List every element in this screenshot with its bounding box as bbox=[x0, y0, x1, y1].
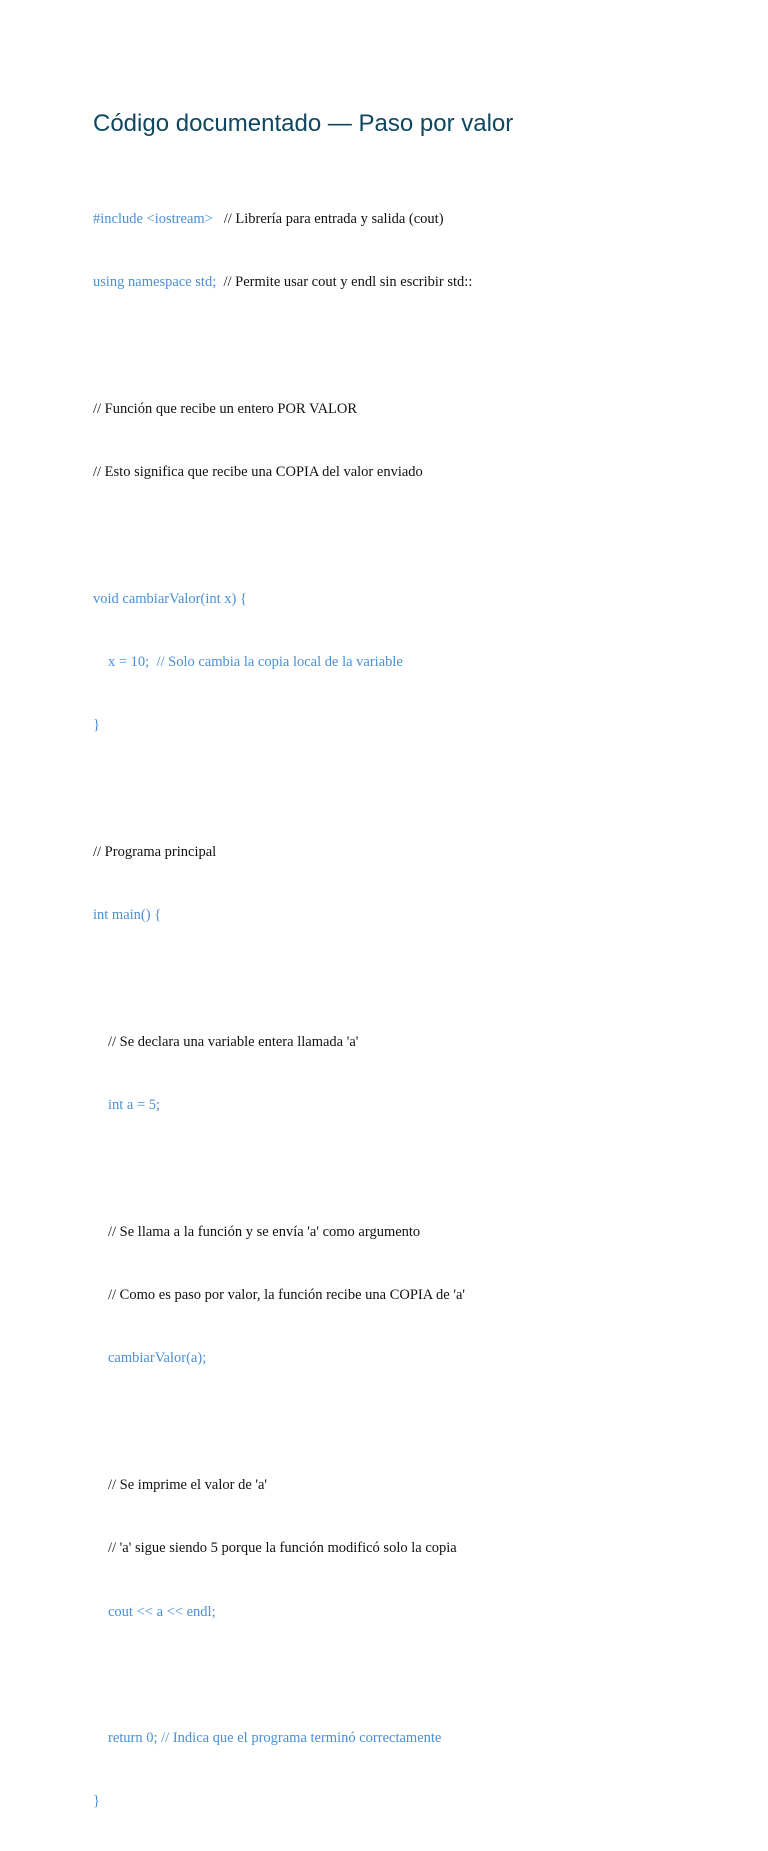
function-close-brace: } bbox=[93, 717, 100, 734]
using-namespace: using namespace std; bbox=[93, 274, 217, 291]
main-close-brace: } bbox=[93, 1793, 100, 1810]
call-comment: // Se llama a la función y se envía 'a' como argumento bbox=[108, 1223, 421, 1240]
code-line-include bbox=[93, 205, 733, 234]
blank-line bbox=[93, 1154, 733, 1183]
call-statement: cambiarValor(a); bbox=[108, 1350, 207, 1367]
print-comment-explanation: // 'a' sigue siendo 5 porque la función modificó solo la copia bbox=[108, 1540, 457, 1557]
function-signature: void cambiarValor(int x) { bbox=[93, 590, 247, 607]
blank-line bbox=[93, 965, 733, 994]
main-signature: int main() { bbox=[93, 907, 162, 924]
blank-line bbox=[93, 775, 733, 804]
return-statement: return 0; // Indica que el programa terminó correctamente bbox=[108, 1730, 442, 1747]
declare-statement: int a = 5; bbox=[108, 1097, 161, 1114]
print-comment: // Se imprime el valor de 'a' bbox=[108, 1476, 268, 1493]
function-comment-copy: // Esto significa que recibe una COPIA del valor enviado bbox=[93, 464, 423, 481]
print-statement: cout << a << endl; bbox=[108, 1603, 216, 1620]
blank-line bbox=[93, 332, 733, 361]
declare-comment: // Se declara una variable entera llamada 'a' bbox=[108, 1033, 359, 1050]
include-comment: // Librería para entrada y salida (cout) bbox=[223, 211, 444, 227]
function-body-assign: x = 10; // Solo cambia la copia local de la variable bbox=[108, 654, 403, 671]
call-comment-copy: // Como es paso por valor, la función recibe una COPIA de 'a' bbox=[108, 1287, 465, 1304]
page-title: Código documentado — Paso por valor bbox=[93, 110, 514, 137]
blank-line bbox=[93, 1661, 733, 1690]
include-directive: #include <iostream> bbox=[93, 211, 213, 227]
blank-line bbox=[93, 521, 733, 550]
function-comment: // Función que recibe un entero POR VALOR bbox=[93, 400, 358, 417]
blank-line bbox=[93, 1408, 733, 1437]
code-listing bbox=[93, 171, 733, 1851]
main-comment: // Programa principal bbox=[93, 843, 217, 860]
using-comment: // Permite usar cout y endl sin escribir std:: bbox=[223, 274, 473, 291]
code-line-using bbox=[93, 268, 733, 297]
